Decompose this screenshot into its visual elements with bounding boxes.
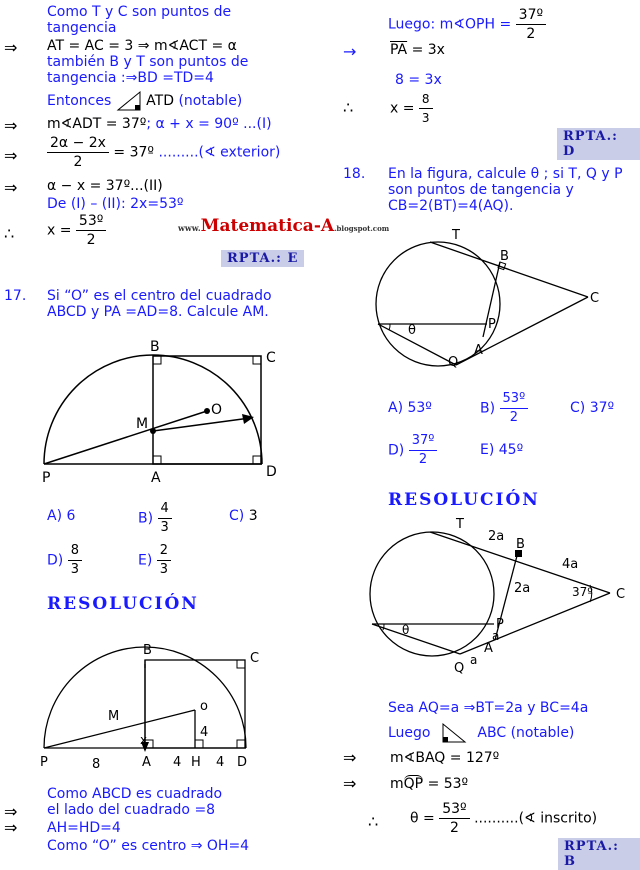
problem-text: ABCD y PA =AD=8. Calcule AM. xyxy=(47,304,269,320)
label-theta: θ xyxy=(408,323,416,338)
label-8: 8 xyxy=(92,757,101,772)
problem-text: son puntos de tangencia y xyxy=(388,182,574,198)
label-o: o xyxy=(200,699,208,714)
label-B: B xyxy=(150,339,160,355)
label-A: A xyxy=(151,470,161,486)
text-line: 8 = 3x xyxy=(395,72,442,88)
fraction-line: x = $\frac{\text{53º}}{2}$ xyxy=(47,212,106,249)
label-P: P xyxy=(40,755,48,770)
option-e: E) $\frac{2}{3}$ xyxy=(138,542,171,579)
label-a2: a xyxy=(470,653,478,667)
option-c: C) 37º xyxy=(570,400,615,416)
label-Q: Q xyxy=(454,661,465,676)
label-A: A xyxy=(142,755,151,770)
text-line: el lado del cuadrado =8 xyxy=(47,802,216,818)
label-O: O xyxy=(211,402,223,418)
text-line: De (I) – (II): 2x=53º xyxy=(47,196,184,212)
fraction-line: $\frac{2\alpha - 2x}{2}$ = 37º .........(∢ exterior) xyxy=(47,134,280,171)
text-line: Como ABCD es cuadrado xyxy=(47,786,223,802)
label-C: C xyxy=(590,291,600,306)
text-line: tangencia xyxy=(47,20,117,36)
problem-text: Si “O” es el centro del cuadrado xyxy=(47,288,272,304)
text-line: Luego ABC (notable) xyxy=(388,722,574,744)
label-H: H xyxy=(191,755,201,770)
label-M: M xyxy=(136,416,149,432)
label-T: T xyxy=(456,517,464,532)
therefore-symbol: ∴ xyxy=(343,98,354,117)
implies-symbol: ⇒ xyxy=(343,748,357,767)
text-line: m∢ADT = 37º; α + x = 90º ...(I) xyxy=(47,116,272,132)
option-a: A) 53º xyxy=(388,400,432,416)
option-b: B) $\frac{4}{3}$ xyxy=(138,500,172,537)
label-theta: θ xyxy=(402,623,410,637)
option-a: A) 6 xyxy=(47,508,76,524)
text-line: tangencia :⇒BD =TD=4 xyxy=(47,70,214,86)
section-title: RESOLUCIÓN xyxy=(388,490,540,510)
option-e: E) 45º xyxy=(480,442,524,458)
label-angle: 37º xyxy=(572,585,593,599)
option-c: C) 3 xyxy=(229,508,258,524)
text-line: Luego: m∢OPH = $\frac{\text{37º}}{2}$ xyxy=(388,6,546,43)
implies-symbol: ⇒ xyxy=(4,146,18,165)
option-b: B) $\frac{\text{53º}}{2}$ xyxy=(480,390,528,427)
label-4b: 4 xyxy=(173,755,182,770)
text-line: Como “O” es centro ⇒ OH=4 xyxy=(47,838,250,854)
text-line: también B y T son puntos de xyxy=(47,54,249,70)
label-A: A xyxy=(484,641,493,656)
label-2a: 2a xyxy=(488,529,505,544)
right-triangle-icon xyxy=(441,722,467,744)
arrow-symbol: → xyxy=(343,42,357,61)
therefore-symbol: ∴ xyxy=(4,224,15,243)
therefore-symbol: ∴ xyxy=(368,812,379,831)
text-line: AT = AC = 3 ⇒ m∢ACT = α xyxy=(47,38,237,54)
fraction-line: θ = $\frac{\text{53º}}{2}$ ..........(∢ inscrito) xyxy=(410,801,598,836)
implies-symbol: ⇒ xyxy=(4,38,18,57)
figure-circle-tangents xyxy=(360,222,610,382)
option-d: D) $\frac{\text{37º}}{2}$ xyxy=(388,432,437,469)
label-B: B xyxy=(143,643,152,658)
text-line: α − x = 37º...(II) xyxy=(47,178,163,194)
label-D: D xyxy=(237,755,248,770)
text-line: Entonces ATD (notable) xyxy=(47,90,242,112)
problem-text: En la figura, calcule θ ; si T, Q y P xyxy=(388,166,623,182)
answer-badge: RPTA.: E xyxy=(221,250,304,267)
answer-badge: RPTA.: D xyxy=(557,128,640,160)
problem-number: 18. xyxy=(343,166,366,182)
fraction-line: x = $\frac{8}{3}$ xyxy=(390,90,433,127)
implies-symbol: ⇒ xyxy=(4,116,18,135)
answer-badge: RPTA.: B xyxy=(558,838,640,870)
text-line: Sea AQ=a ⇒BT=2a y BC=4a xyxy=(388,700,589,716)
label-T: T xyxy=(452,228,460,243)
figure-resolution-square xyxy=(30,640,262,780)
label-D: D xyxy=(266,464,277,480)
label-x: x xyxy=(140,733,148,747)
label-P: P xyxy=(488,317,496,332)
text-line: AH=HD=4 xyxy=(47,820,121,836)
label-P: P xyxy=(496,617,504,632)
label-P: P xyxy=(42,470,51,486)
right-triangle-icon xyxy=(116,90,142,112)
label-A: A xyxy=(474,343,483,358)
label-C: C xyxy=(616,587,626,602)
text-line: Como T y C son puntos de xyxy=(47,4,232,20)
figure-resolution-tangents xyxy=(360,514,640,684)
label-B: B xyxy=(500,249,509,264)
figure-square-semicircle xyxy=(30,338,290,488)
label-2a-b: 2a xyxy=(514,581,531,596)
implies-symbol: ⇒ xyxy=(343,774,357,793)
label-C: C xyxy=(266,350,276,366)
problem-number: 17. xyxy=(4,288,27,304)
problem-text: CB=2(BT)=4(AQ). xyxy=(388,198,514,214)
label-4c: 4 xyxy=(216,755,225,770)
implies-symbol: ⇒ xyxy=(4,178,18,197)
text-line: m∢BAQ = 127º xyxy=(390,750,500,766)
label-a: a xyxy=(492,629,500,643)
label-M: M xyxy=(108,709,120,724)
text-line: mQP = 53º xyxy=(390,776,469,792)
label-C: C xyxy=(250,651,260,666)
label-B: B xyxy=(516,537,525,552)
logo: www.Matematica-A.blogspot.com xyxy=(178,216,390,236)
implies-symbol: ⇒ xyxy=(4,802,18,821)
label-4: 4 xyxy=(200,725,209,740)
option-d: D) $\frac{8}{3}$ xyxy=(47,542,82,579)
section-title: RESOLUCIÓN xyxy=(47,594,199,614)
text-line: $\overline{PA} = 3x$ xyxy=(390,42,445,58)
label-4a: 4a xyxy=(562,557,579,572)
label-Q: Q xyxy=(448,355,459,370)
implies-symbol: ⇒ xyxy=(4,818,18,837)
